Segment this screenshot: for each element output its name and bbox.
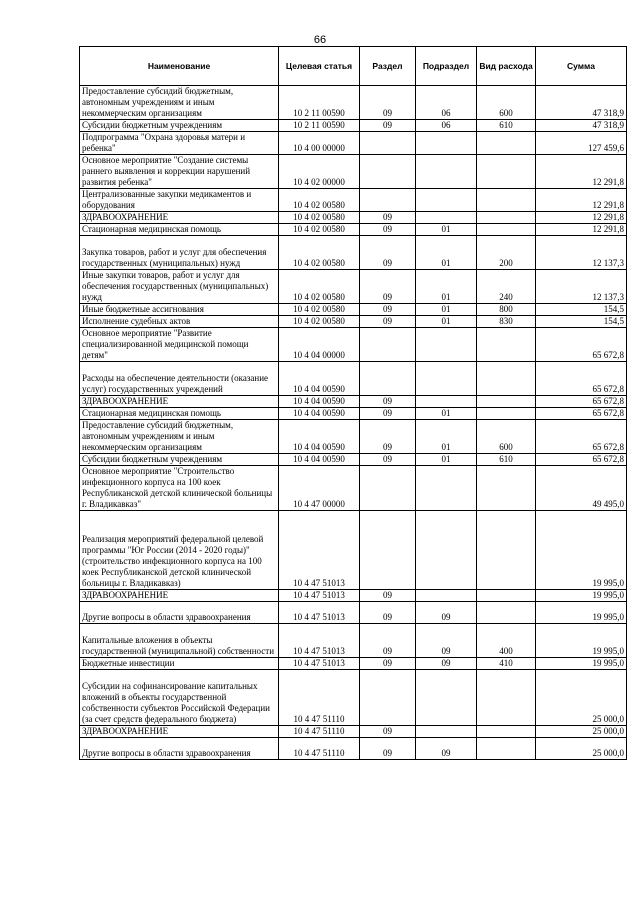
table-row bbox=[80, 670, 627, 726]
cell-section bbox=[360, 328, 416, 362]
table-row bbox=[80, 270, 627, 304]
cell-name: Субсидии бюджетным учреждениям bbox=[80, 120, 279, 132]
cell-code: 10 4 02 00580 bbox=[279, 304, 360, 316]
cell-sum: 19 995,0 bbox=[536, 602, 627, 624]
cell-type bbox=[477, 466, 536, 511]
cell-type: 600 bbox=[477, 420, 536, 454]
cell-type: 800 bbox=[477, 304, 536, 316]
cell-section: 09 bbox=[360, 408, 416, 420]
cell-section: 09 bbox=[360, 270, 416, 304]
cell-sum: 65 672,8 bbox=[536, 454, 627, 466]
cell-type bbox=[477, 738, 536, 760]
cell-type: 600 bbox=[477, 86, 536, 120]
cell-name: Подпрограмма "Охрана здоровья матери и ребенка" bbox=[80, 132, 279, 155]
cell-code: 10 2 11 00590 bbox=[279, 120, 360, 132]
cell-subsection bbox=[416, 396, 477, 408]
cell-subsection: 09 bbox=[416, 624, 477, 658]
cell-subsection: 09 bbox=[416, 658, 477, 670]
table-row bbox=[80, 362, 627, 396]
cell-type bbox=[477, 396, 536, 408]
cell-subsection bbox=[416, 189, 477, 212]
cell-section: 09 bbox=[360, 224, 416, 236]
cell-type bbox=[477, 670, 536, 726]
header-code: Целевая статья bbox=[279, 47, 360, 86]
cell-subsection: 09 bbox=[416, 738, 477, 760]
table-header-row bbox=[80, 47, 627, 86]
cell-code: 10 4 02 00580 bbox=[279, 270, 360, 304]
cell-section: 09 bbox=[360, 602, 416, 624]
cell-code: 10 4 02 00580 bbox=[279, 212, 360, 224]
cell-sum: 25 000,0 bbox=[536, 738, 627, 760]
table-row bbox=[80, 86, 627, 120]
table-row bbox=[80, 396, 627, 408]
cell-name: Стационарная медицинская помощь bbox=[80, 224, 279, 236]
cell-code: 10 4 02 00580 bbox=[279, 236, 360, 270]
cell-code: 10 4 47 51013 bbox=[279, 624, 360, 658]
cell-code: 10 4 47 51013 bbox=[279, 658, 360, 670]
cell-sum: 127 459,6 bbox=[536, 132, 627, 155]
cell-name: ЗДРАВООХРАНЕНИЕ bbox=[80, 396, 279, 408]
table-row bbox=[80, 120, 627, 132]
cell-sum: 12 291,8 bbox=[536, 189, 627, 212]
cell-sum: 19 995,0 bbox=[536, 658, 627, 670]
cell-subsection bbox=[416, 362, 477, 396]
cell-code: 10 4 04 00590 bbox=[279, 408, 360, 420]
cell-name: Основное мероприятие "Создание системы раннего выявления и коррекции нарушений развития ребенка" bbox=[80, 155, 279, 189]
cell-sum: 154,5 bbox=[536, 316, 627, 328]
cell-subsection: 01 bbox=[416, 316, 477, 328]
cell-sum: 47 318,9 bbox=[536, 120, 627, 132]
cell-subsection: 01 bbox=[416, 304, 477, 316]
table-body bbox=[80, 86, 627, 760]
cell-section: 09 bbox=[360, 120, 416, 132]
cell-name: Основное мероприятие "Строительство инфекционного корпуса на 100 коек Республиканской детской клинической больницы г. Владикавказ" bbox=[80, 466, 279, 511]
cell-subsection bbox=[416, 155, 477, 189]
cell-section: 09 bbox=[360, 236, 416, 270]
cell-sum: 49 495,0 bbox=[536, 466, 627, 511]
budget-table bbox=[79, 46, 627, 760]
table-row bbox=[80, 212, 627, 224]
cell-section: 09 bbox=[360, 658, 416, 670]
cell-name: ЗДРАВООХРАНЕНИЕ bbox=[80, 590, 279, 602]
cell-section bbox=[360, 670, 416, 726]
table-row bbox=[80, 304, 627, 316]
cell-sum: 19 995,0 bbox=[536, 590, 627, 602]
cell-sum: 12 137,3 bbox=[536, 270, 627, 304]
cell-sum: 65 672,8 bbox=[536, 408, 627, 420]
cell-name: ЗДРАВООХРАНЕНИЕ bbox=[80, 212, 279, 224]
table-row bbox=[80, 624, 627, 658]
table-row bbox=[80, 155, 627, 189]
table-row bbox=[80, 420, 627, 454]
cell-code: 10 4 47 51013 bbox=[279, 511, 360, 590]
cell-type: 400 bbox=[477, 624, 536, 658]
cell-sum: 12 291,8 bbox=[536, 212, 627, 224]
cell-section: 09 bbox=[360, 396, 416, 408]
cell-sum: 12 291,8 bbox=[536, 224, 627, 236]
cell-sum: 19 995,0 bbox=[536, 624, 627, 658]
cell-name: Стационарная медицинская помощь bbox=[80, 408, 279, 420]
cell-code: 10 4 47 51110 bbox=[279, 738, 360, 760]
cell-sum: 25 000,0 bbox=[536, 726, 627, 738]
cell-name: Реализация мероприятий федеральной целевой программы "Юг России (2014 - 2020 годы)" (строительство инфекционного корпуса на 100 коек Республиканской детской клинической больницы г. Владикавказ) bbox=[80, 511, 279, 590]
table-row bbox=[80, 328, 627, 362]
cell-code: 10 4 00 00000 bbox=[279, 132, 360, 155]
cell-subsection: 01 bbox=[416, 420, 477, 454]
cell-section bbox=[360, 466, 416, 511]
cell-code: 10 4 47 51110 bbox=[279, 726, 360, 738]
cell-sum: 65 672,8 bbox=[536, 420, 627, 454]
cell-sum: 25 000,0 bbox=[536, 670, 627, 726]
cell-section: 09 bbox=[360, 304, 416, 316]
cell-name: ЗДРАВООХРАНЕНИЕ bbox=[80, 726, 279, 738]
cell-section: 09 bbox=[360, 420, 416, 454]
cell-sum: 65 672,8 bbox=[536, 328, 627, 362]
cell-subsection: 09 bbox=[416, 602, 477, 624]
cell-section: 09 bbox=[360, 726, 416, 738]
table-row bbox=[80, 590, 627, 602]
header-type: Вид расхода bbox=[477, 47, 536, 86]
cell-section: 09 bbox=[360, 590, 416, 602]
table-row bbox=[80, 511, 627, 590]
table-row bbox=[80, 738, 627, 760]
table-row bbox=[80, 658, 627, 670]
cell-subsection bbox=[416, 132, 477, 155]
cell-name: Исполнение судебных актов bbox=[80, 316, 279, 328]
cell-type: 610 bbox=[477, 454, 536, 466]
cell-type bbox=[477, 189, 536, 212]
cell-type: 830 bbox=[477, 316, 536, 328]
cell-subsection: 01 bbox=[416, 224, 477, 236]
cell-type: 610 bbox=[477, 120, 536, 132]
cell-section: 09 bbox=[360, 454, 416, 466]
cell-name: Бюджетные инвестиции bbox=[80, 658, 279, 670]
table-row bbox=[80, 189, 627, 212]
cell-code: 10 4 02 00580 bbox=[279, 316, 360, 328]
cell-sum: 19 995,0 bbox=[536, 511, 627, 590]
cell-section: 09 bbox=[360, 316, 416, 328]
cell-section bbox=[360, 189, 416, 212]
header-sum: Сумма bbox=[536, 47, 627, 86]
cell-sum: 65 672,8 bbox=[536, 396, 627, 408]
cell-code: 10 4 47 51110 bbox=[279, 670, 360, 726]
cell-section bbox=[360, 511, 416, 590]
table-row bbox=[80, 236, 627, 270]
cell-type: 240 bbox=[477, 270, 536, 304]
header-section: Раздел bbox=[360, 47, 416, 86]
cell-section bbox=[360, 132, 416, 155]
cell-code: 10 4 02 00580 bbox=[279, 224, 360, 236]
cell-code: 10 4 04 00590 bbox=[279, 420, 360, 454]
cell-code: 10 4 47 00000 bbox=[279, 466, 360, 511]
cell-type bbox=[477, 132, 536, 155]
cell-name: Другие вопросы в области здравоохранения bbox=[80, 602, 279, 624]
cell-name: Предоставление субсидий бюджетным, автономным учреждениям и иным некоммерческим организациям bbox=[80, 420, 279, 454]
cell-subsection: 06 bbox=[416, 86, 477, 120]
cell-subsection: 01 bbox=[416, 454, 477, 466]
cell-section bbox=[360, 155, 416, 189]
cell-code: 10 2 11 00590 bbox=[279, 86, 360, 120]
cell-name: Капитальные вложения в объекты государственной (муниципальной) собственности bbox=[80, 624, 279, 658]
cell-type bbox=[477, 155, 536, 189]
table-row bbox=[80, 408, 627, 420]
cell-subsection bbox=[416, 670, 477, 726]
cell-type bbox=[477, 408, 536, 420]
cell-name: Закупка товаров, работ и услуг для обеспечения государственных (муниципальных) нужд bbox=[80, 236, 279, 270]
cell-code: 10 4 47 51013 bbox=[279, 602, 360, 624]
cell-subsection bbox=[416, 590, 477, 602]
cell-type bbox=[477, 590, 536, 602]
table-row bbox=[80, 132, 627, 155]
cell-name: Субсидии на софинансирование капитальных вложений в объекты государственной собственности субъектов Российской Федерации (за счет средств федерального бюджета) bbox=[80, 670, 279, 726]
cell-subsection: 01 bbox=[416, 408, 477, 420]
cell-name: Основное мероприятие "Развитие специализированной медицинской помощи детям" bbox=[80, 328, 279, 362]
table-row bbox=[80, 316, 627, 328]
cell-name: Иные бюджетные ассигнования bbox=[80, 304, 279, 316]
cell-code: 10 4 02 00580 bbox=[279, 189, 360, 212]
cell-name: Иные закупки товаров, работ и услуг для обеспечения государственных (муниципальных) нужд bbox=[80, 270, 279, 304]
table-row bbox=[80, 466, 627, 511]
cell-subsection bbox=[416, 466, 477, 511]
table-row bbox=[80, 726, 627, 738]
cell-type: 200 bbox=[477, 236, 536, 270]
cell-name: Предоставление субсидий бюджетным, автономным учреждениям и иным некоммерческим организациям bbox=[80, 86, 279, 120]
cell-name: Другие вопросы в области здравоохранения bbox=[80, 738, 279, 760]
cell-sum: 12 137,3 bbox=[536, 236, 627, 270]
header-name: Наименование bbox=[80, 47, 279, 86]
cell-type bbox=[477, 224, 536, 236]
cell-type: 410 bbox=[477, 658, 536, 670]
cell-name: Централизованные закупки медикаментов и оборудования bbox=[80, 189, 279, 212]
cell-code: 10 4 04 00590 bbox=[279, 454, 360, 466]
cell-code: 10 4 02 00000 bbox=[279, 155, 360, 189]
cell-section bbox=[360, 362, 416, 396]
cell-subsection bbox=[416, 511, 477, 590]
cell-type bbox=[477, 511, 536, 590]
cell-subsection bbox=[416, 212, 477, 224]
table-row bbox=[80, 454, 627, 466]
cell-subsection: 01 bbox=[416, 236, 477, 270]
cell-name: Субсидии бюджетным учреждениям bbox=[80, 454, 279, 466]
cell-code: 10 4 04 00590 bbox=[279, 396, 360, 408]
cell-section: 09 bbox=[360, 738, 416, 760]
cell-sum: 12 291,8 bbox=[536, 155, 627, 189]
cell-subsection bbox=[416, 726, 477, 738]
cell-type bbox=[477, 602, 536, 624]
cell-name: Расходы на обеспечение деятельности (оказание услуг) государственных учреждений bbox=[80, 362, 279, 396]
cell-subsection: 01 bbox=[416, 270, 477, 304]
cell-section: 09 bbox=[360, 212, 416, 224]
cell-code: 10 4 04 00590 bbox=[279, 362, 360, 396]
cell-subsection: 06 bbox=[416, 120, 477, 132]
cell-section: 09 bbox=[360, 86, 416, 120]
cell-sum: 65 672,8 bbox=[536, 362, 627, 396]
table-row bbox=[80, 602, 627, 624]
table-row bbox=[80, 224, 627, 236]
cell-type bbox=[477, 726, 536, 738]
cell-type bbox=[477, 212, 536, 224]
page-number: 66 bbox=[313, 34, 327, 46]
cell-type bbox=[477, 328, 536, 362]
cell-sum: 154,5 bbox=[536, 304, 627, 316]
cell-sum: 47 318,9 bbox=[536, 86, 627, 120]
cell-code: 10 4 47 51013 bbox=[279, 590, 360, 602]
cell-type bbox=[477, 362, 536, 396]
cell-subsection bbox=[416, 328, 477, 362]
cell-code: 10 4 04 00000 bbox=[279, 328, 360, 362]
cell-section: 09 bbox=[360, 624, 416, 658]
header-subsection: Подраздел bbox=[416, 47, 477, 86]
